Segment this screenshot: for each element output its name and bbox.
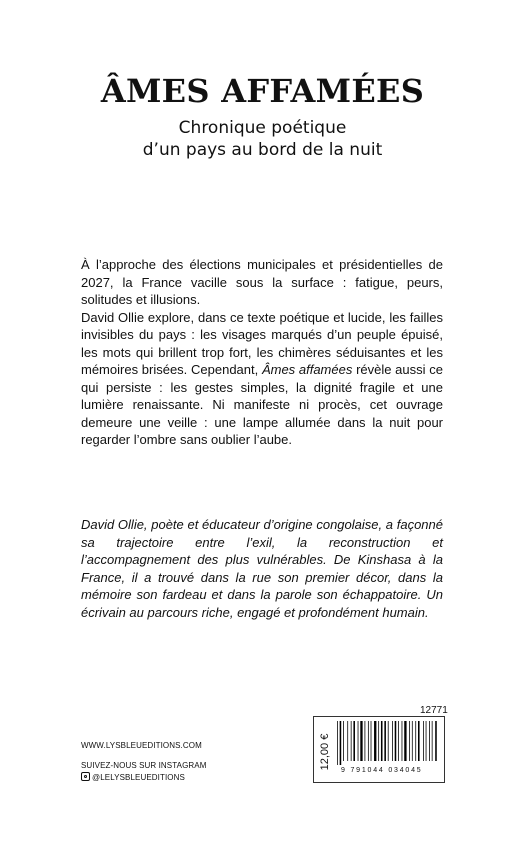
- book-title: ÂMES AFFAMÉES: [100, 72, 425, 110]
- barcode-bar: [337, 721, 338, 765]
- barcode-bar: [435, 721, 437, 761]
- barcode-bar: [368, 721, 369, 761]
- instagram-handle: @LELYSBLEUEDITIONS: [92, 773, 185, 782]
- book-summary: [81, 256, 443, 449]
- product-code: 12771: [420, 705, 448, 716]
- barcode-bar: [412, 721, 413, 761]
- barcode-bar: [426, 721, 427, 761]
- barcode-bar: [402, 721, 403, 761]
- barcode-bar: [381, 721, 383, 761]
- barcode-bar: [398, 721, 399, 761]
- summary-text-end: révèle aussi ce qui persiste : les gestes simples, la dignité fragile et une lumière renaissante. Ni manifeste ni procès, cet ouvrage demeure une veille : une lampe allumée dans la nuit pour regarder l’ombre sans oublier l’aube.: [81, 362, 443, 447]
- summary-title-mention: Âmes affamées: [261, 362, 353, 377]
- barcode-bar: [392, 721, 393, 761]
- instagram-follow-label: SUIVEZ-NOUS SUR INSTAGRAM: [81, 761, 207, 770]
- barcode-bar: [360, 721, 362, 761]
- instagram-handle-row: [81, 772, 185, 782]
- book-subtitle-line1: Chronique poétique: [178, 118, 347, 138]
- barcode-bar: [429, 721, 430, 761]
- barcode-bar: [365, 721, 366, 761]
- barcode-bar: [388, 721, 389, 761]
- barcode-bar: [347, 721, 348, 761]
- barcode-bar: [409, 721, 410, 761]
- barcode-bar: [351, 721, 352, 761]
- price-label: 12,00 €: [319, 733, 331, 771]
- summary-text-start: David Ollie explore, dans ce texte poétique et lucide, les failles invisibles du pays : les visages marqués d’un peuple épuisé, les mots qui brillent trop fort, les chimères séduisantes et les mémoires brisées. Cependant,: [81, 309, 443, 377]
- summary-paragraph-1: À l’approche des élections municipales et présidentielles de 2027, la France vacille sous la surface : fatigue, peurs, solitudes et illusions.: [81, 257, 443, 307]
- barcode-bar: [340, 721, 342, 765]
- publisher-website: WWW.LYSBLEUEDITIONS.COM: [81, 741, 202, 750]
- barcode-bar: [378, 721, 379, 761]
- barcode-bar: [415, 721, 416, 761]
- barcode-bar: [395, 721, 397, 761]
- barcode-bar: [384, 721, 386, 761]
- isbn-number: 9 791044 034045: [341, 767, 423, 774]
- barcode-bar: [353, 721, 355, 761]
- barcode: [337, 721, 437, 765]
- barcode-bar: [418, 721, 420, 761]
- book-subtitle-line2: d’un pays au bord de la nuit: [142, 140, 383, 160]
- barcode-bar: [423, 721, 424, 761]
- author-bio: David Ollie, poète et éducateur d’origine congolaise, a façonné sa trajectoire entre l’exil, la reconstruction et l’accompagnement des plus vulnérables. De Kinshasa à la France, il a trouvé dans la rue son premier décor, dans la mémoire son fardeau et dans la parole son échappatoire. Un écrivain au parcours riche, engagé et profondément humain.: [81, 517, 443, 620]
- barcode-bar: [432, 721, 433, 761]
- barcode-bar: [343, 721, 344, 761]
- instagram-icon: [81, 772, 90, 781]
- summary-paragraph-2: [81, 309, 443, 449]
- barcode-bar: [371, 721, 372, 761]
- barcode-bar: [404, 721, 406, 761]
- barcode-bar: [374, 721, 376, 761]
- barcode-bar: [358, 721, 359, 761]
